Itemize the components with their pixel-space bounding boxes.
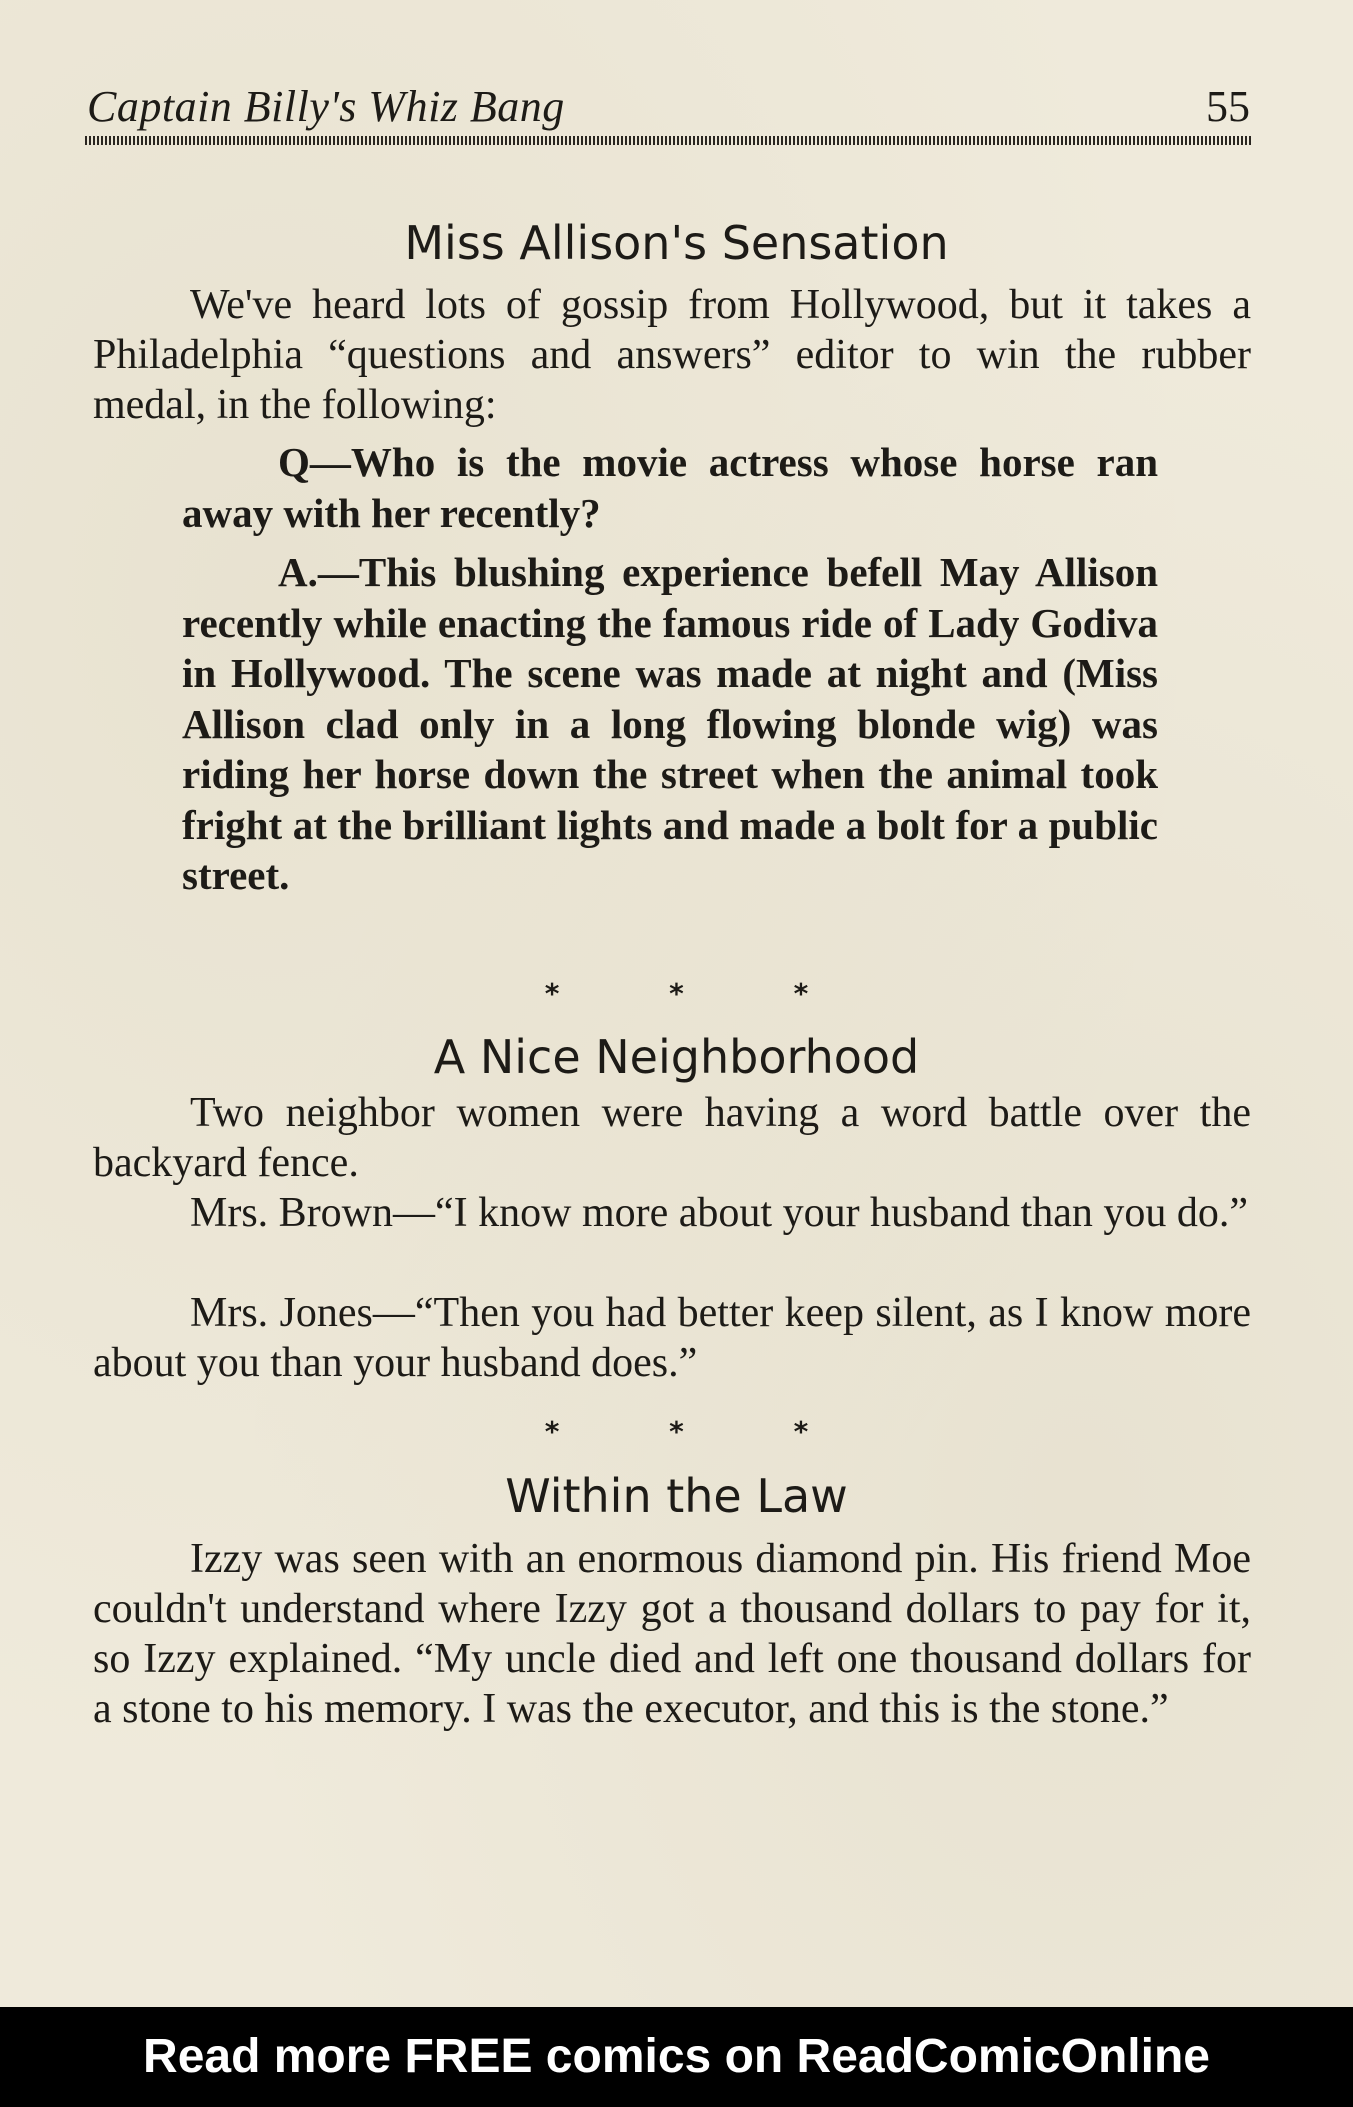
article-paragraph: Two neighbor women were having a word battle over the backyard fence.: [93, 1090, 1251, 1186]
magazine-title: Captain Billy's Whiz Bang: [87, 82, 565, 131]
running-head: [87, 82, 1250, 142]
header-rule: [85, 136, 1252, 145]
answer-paragraph: A.—This blushing experience befell May Allison recently while enacting the famous ride of Lady Godiva in Hollywood. The scene was made at night and (Miss Allison clad only in a long flowing blonde wig) was riding her horse down the street when the animal took fright at the brilliant lights and made a bolt for a public street.: [182, 549, 1158, 898]
question-paragraph: Q—Who is the movie actress whose horse ran away with her recently?: [182, 439, 1158, 536]
promo-banner[interactable]: Read more FREE comics on ReadComicOnline: [0, 2007, 1353, 2107]
article-paragraph: Mrs. Brown—“I know more about your husband than you do.”: [190, 1190, 1248, 1236]
section-separator: * * *: [544, 1415, 859, 1448]
section-separator: * * *: [544, 977, 859, 1010]
article-paragraph: Izzy was seen with an enormous diamond pin. His friend Moe couldn't understand where Izzy got a thousand dollars to pay for it, so Izzy explained. “My uncle died and left one thousand dollars for a stone to his memory. I was the executor, and this is the stone.”: [93, 1536, 1251, 1732]
article-paragraph: We've heard lots of gossip from Hollywood, but it takes a Philadelphia “questions and answers” editor to win the rubber medal, in the following:: [93, 282, 1251, 428]
article-paragraph: Mrs. Jones—“Then you had better keep silent, as I know more about you than your husband does.”: [93, 1290, 1251, 1386]
article-title: Miss Allison's Sensation: [404, 216, 949, 270]
page-number: 55: [1206, 82, 1250, 131]
article-title: Within the Law: [505, 1469, 848, 1523]
article-title: A Nice Neighborhood: [433, 1030, 920, 1084]
